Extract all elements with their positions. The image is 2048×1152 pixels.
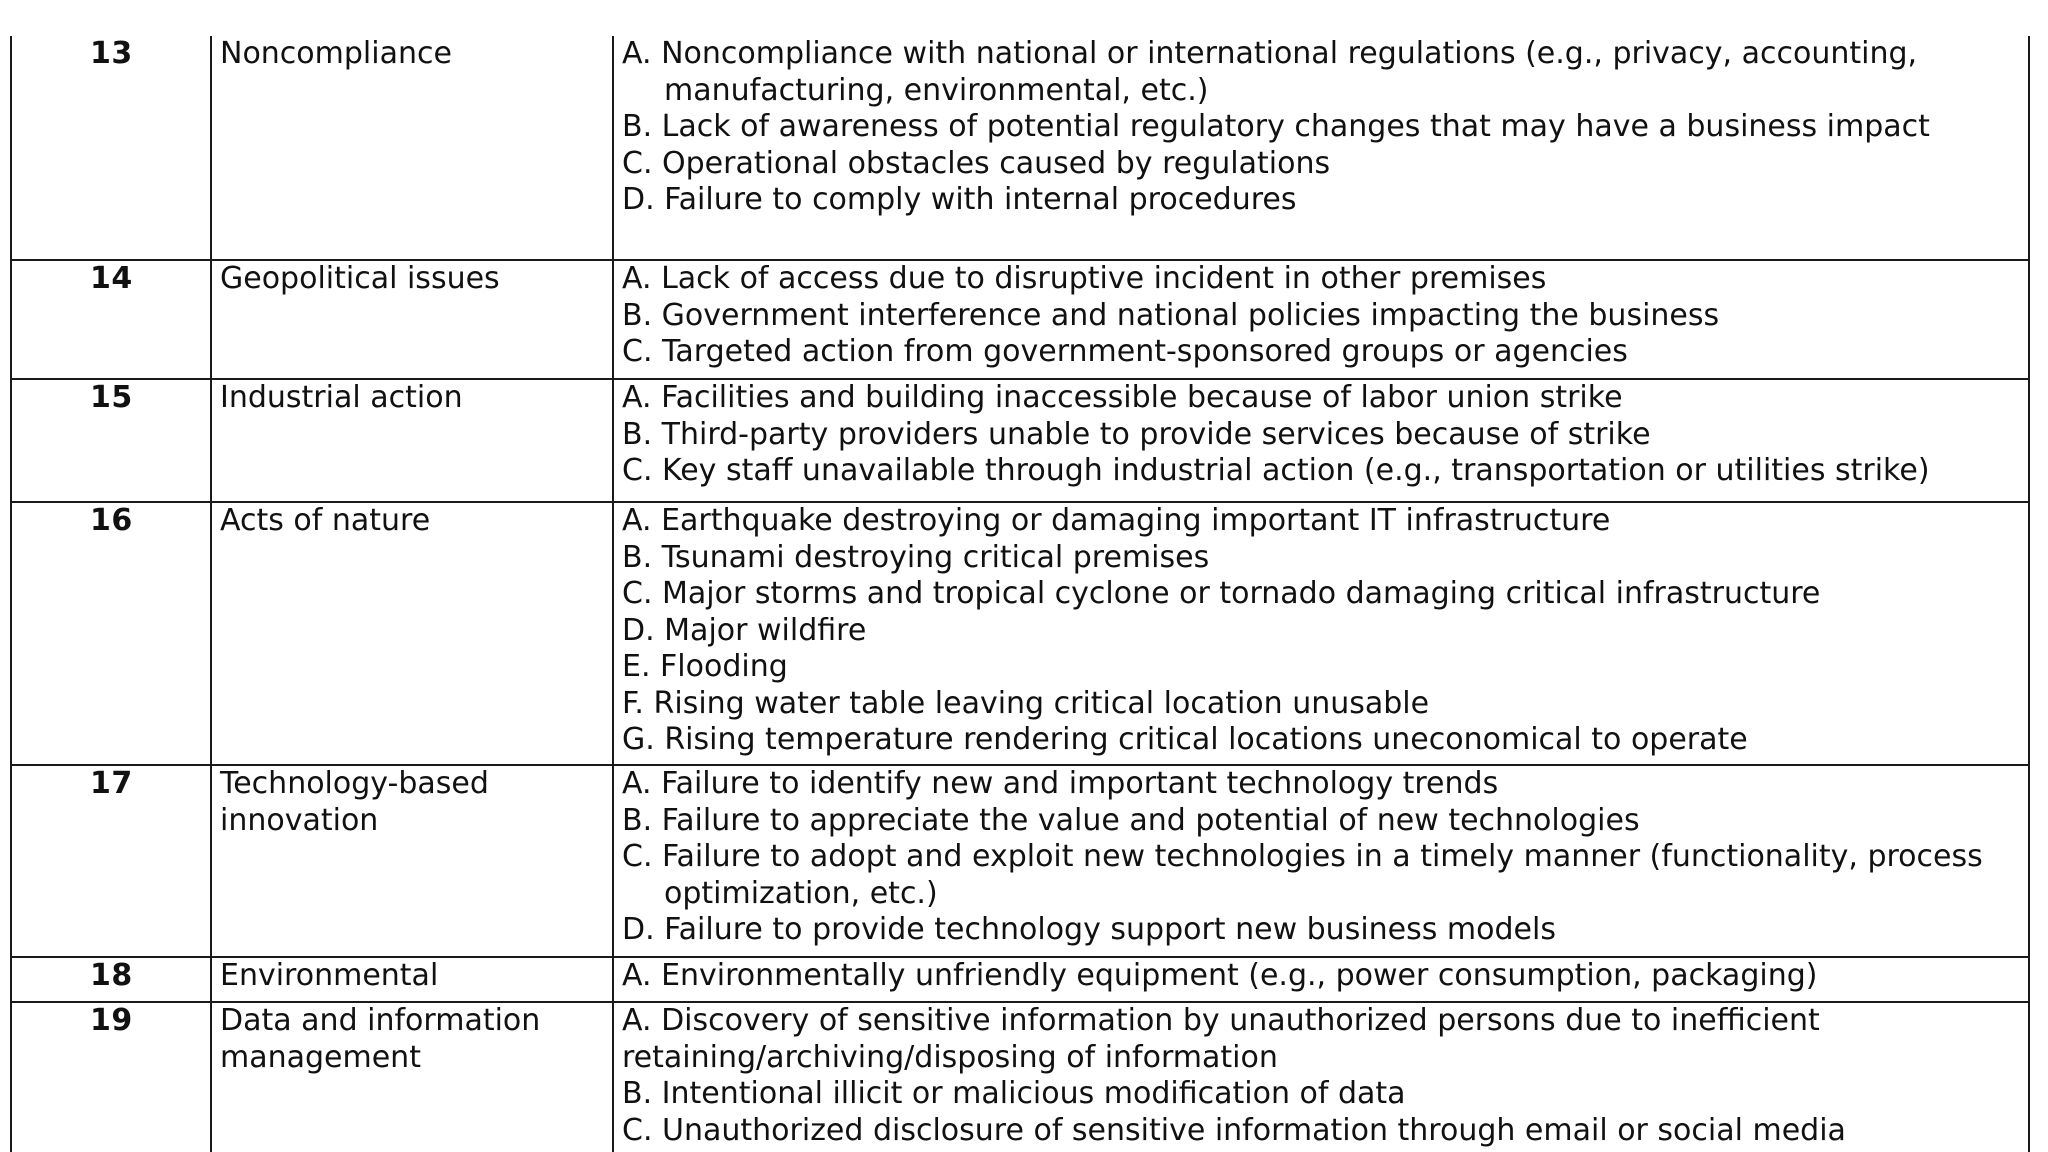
row-number: 14 <box>11 260 211 379</box>
example-item: A. Discovery of sensitive information by unauthorized persons due to inefficient retaining/archiving/disposing of information <box>622 1003 1820 1075</box>
risk-scenario-table <box>10 36 2030 1152</box>
table-row <box>11 957 2029 1002</box>
example-item: A. Noncompliance with national or international regulations (e.g., privacy, accounting, manufacturing, environmental, etc.) <box>622 36 1918 108</box>
row-number: 18 <box>11 957 211 1002</box>
example-item: D. Failure to comply with internal procedures <box>622 182 1297 217</box>
example-item: A. Failure to identify new and important technology trends <box>622 766 1499 801</box>
table-row <box>11 765 2029 957</box>
row-number: 17 <box>11 765 211 957</box>
row-number: 16 <box>11 502 211 765</box>
example-item: D. Failure to provide technology support new business models <box>622 912 1556 947</box>
row-number: 19 <box>11 1002 211 1152</box>
risk-category: Geopolitical issues <box>211 260 613 379</box>
table-row <box>11 36 2029 260</box>
example-item: C. Key staff unavailable through industrial action (e.g., transportation or utilities strike) <box>622 453 1930 488</box>
risk-category: Technology-based innovation <box>211 765 613 957</box>
example-item: B. Third-party providers unable to provide services because of strike <box>622 416 1651 452</box>
example-item: B. Failure to appreciate the value and potential of new technologies <box>622 802 1640 838</box>
risk-examples <box>613 957 2029 1002</box>
example-item: C. Targeted action from government-sponsored groups or agencies <box>622 334 1628 369</box>
example-item: B. Lack of awareness of potential regulatory changes that may have a business impact <box>622 109 1930 144</box>
example-item: C. Major storms and tropical cyclone or tornado damaging critical infrastructure <box>622 576 1821 611</box>
example-item: D. Major wildfire <box>622 612 867 648</box>
example-item: B. Intentional illicit or malicious modification of data <box>622 1076 1406 1111</box>
example-item: C. Operational obstacles caused by regulations <box>622 145 1331 181</box>
risk-examples <box>613 36 2029 260</box>
risk-category: Data and information management <box>211 1002 613 1152</box>
row-number: 13 <box>11 36 211 260</box>
row-number: 15 <box>11 379 211 502</box>
risk-examples <box>613 765 2029 957</box>
example-item: C. Failure to adopt and exploit new technologies in a timely manner (functionality, process optimization, etc.) <box>622 839 1983 911</box>
example-item: F. Rising water table leaving critical location unusable <box>622 685 1430 721</box>
example-item: B. Government interference and national policies impacting the business <box>622 297 1720 333</box>
example-item: E. Flooding <box>622 649 788 684</box>
example-item: G. Rising temperature rendering critical locations uneconomical to operate <box>622 722 1748 757</box>
example-item: C. Unauthorized disclosure of sensitive information through email or social media <box>622 1112 1846 1148</box>
risk-category: Acts of nature <box>211 502 613 765</box>
example-item: A. Facilities and building inaccessible because of labor union strike <box>622 380 1623 415</box>
risk-category: Noncompliance <box>211 36 613 260</box>
example-item: A. Environmentally unfriendly equipment (e.g., power consumption, packaging) <box>622 958 1818 993</box>
risk-examples <box>613 502 2029 765</box>
table-row <box>11 1002 2029 1152</box>
risk-examples <box>613 379 2029 502</box>
risk-category: Industrial action <box>211 379 613 502</box>
risk-category: Environmental <box>211 957 613 1002</box>
table-row <box>11 379 2029 502</box>
risk-examples <box>613 260 2029 379</box>
example-item: A. Earthquake destroying or damaging important IT infrastructure <box>622 503 1611 538</box>
risk-examples <box>613 1002 2029 1152</box>
table-row <box>11 502 2029 765</box>
example-item: B. Tsunami destroying critical premises <box>622 539 1210 575</box>
example-item: A. Lack of access due to disruptive incident in other premises <box>622 261 1547 296</box>
table-row <box>11 260 2029 379</box>
